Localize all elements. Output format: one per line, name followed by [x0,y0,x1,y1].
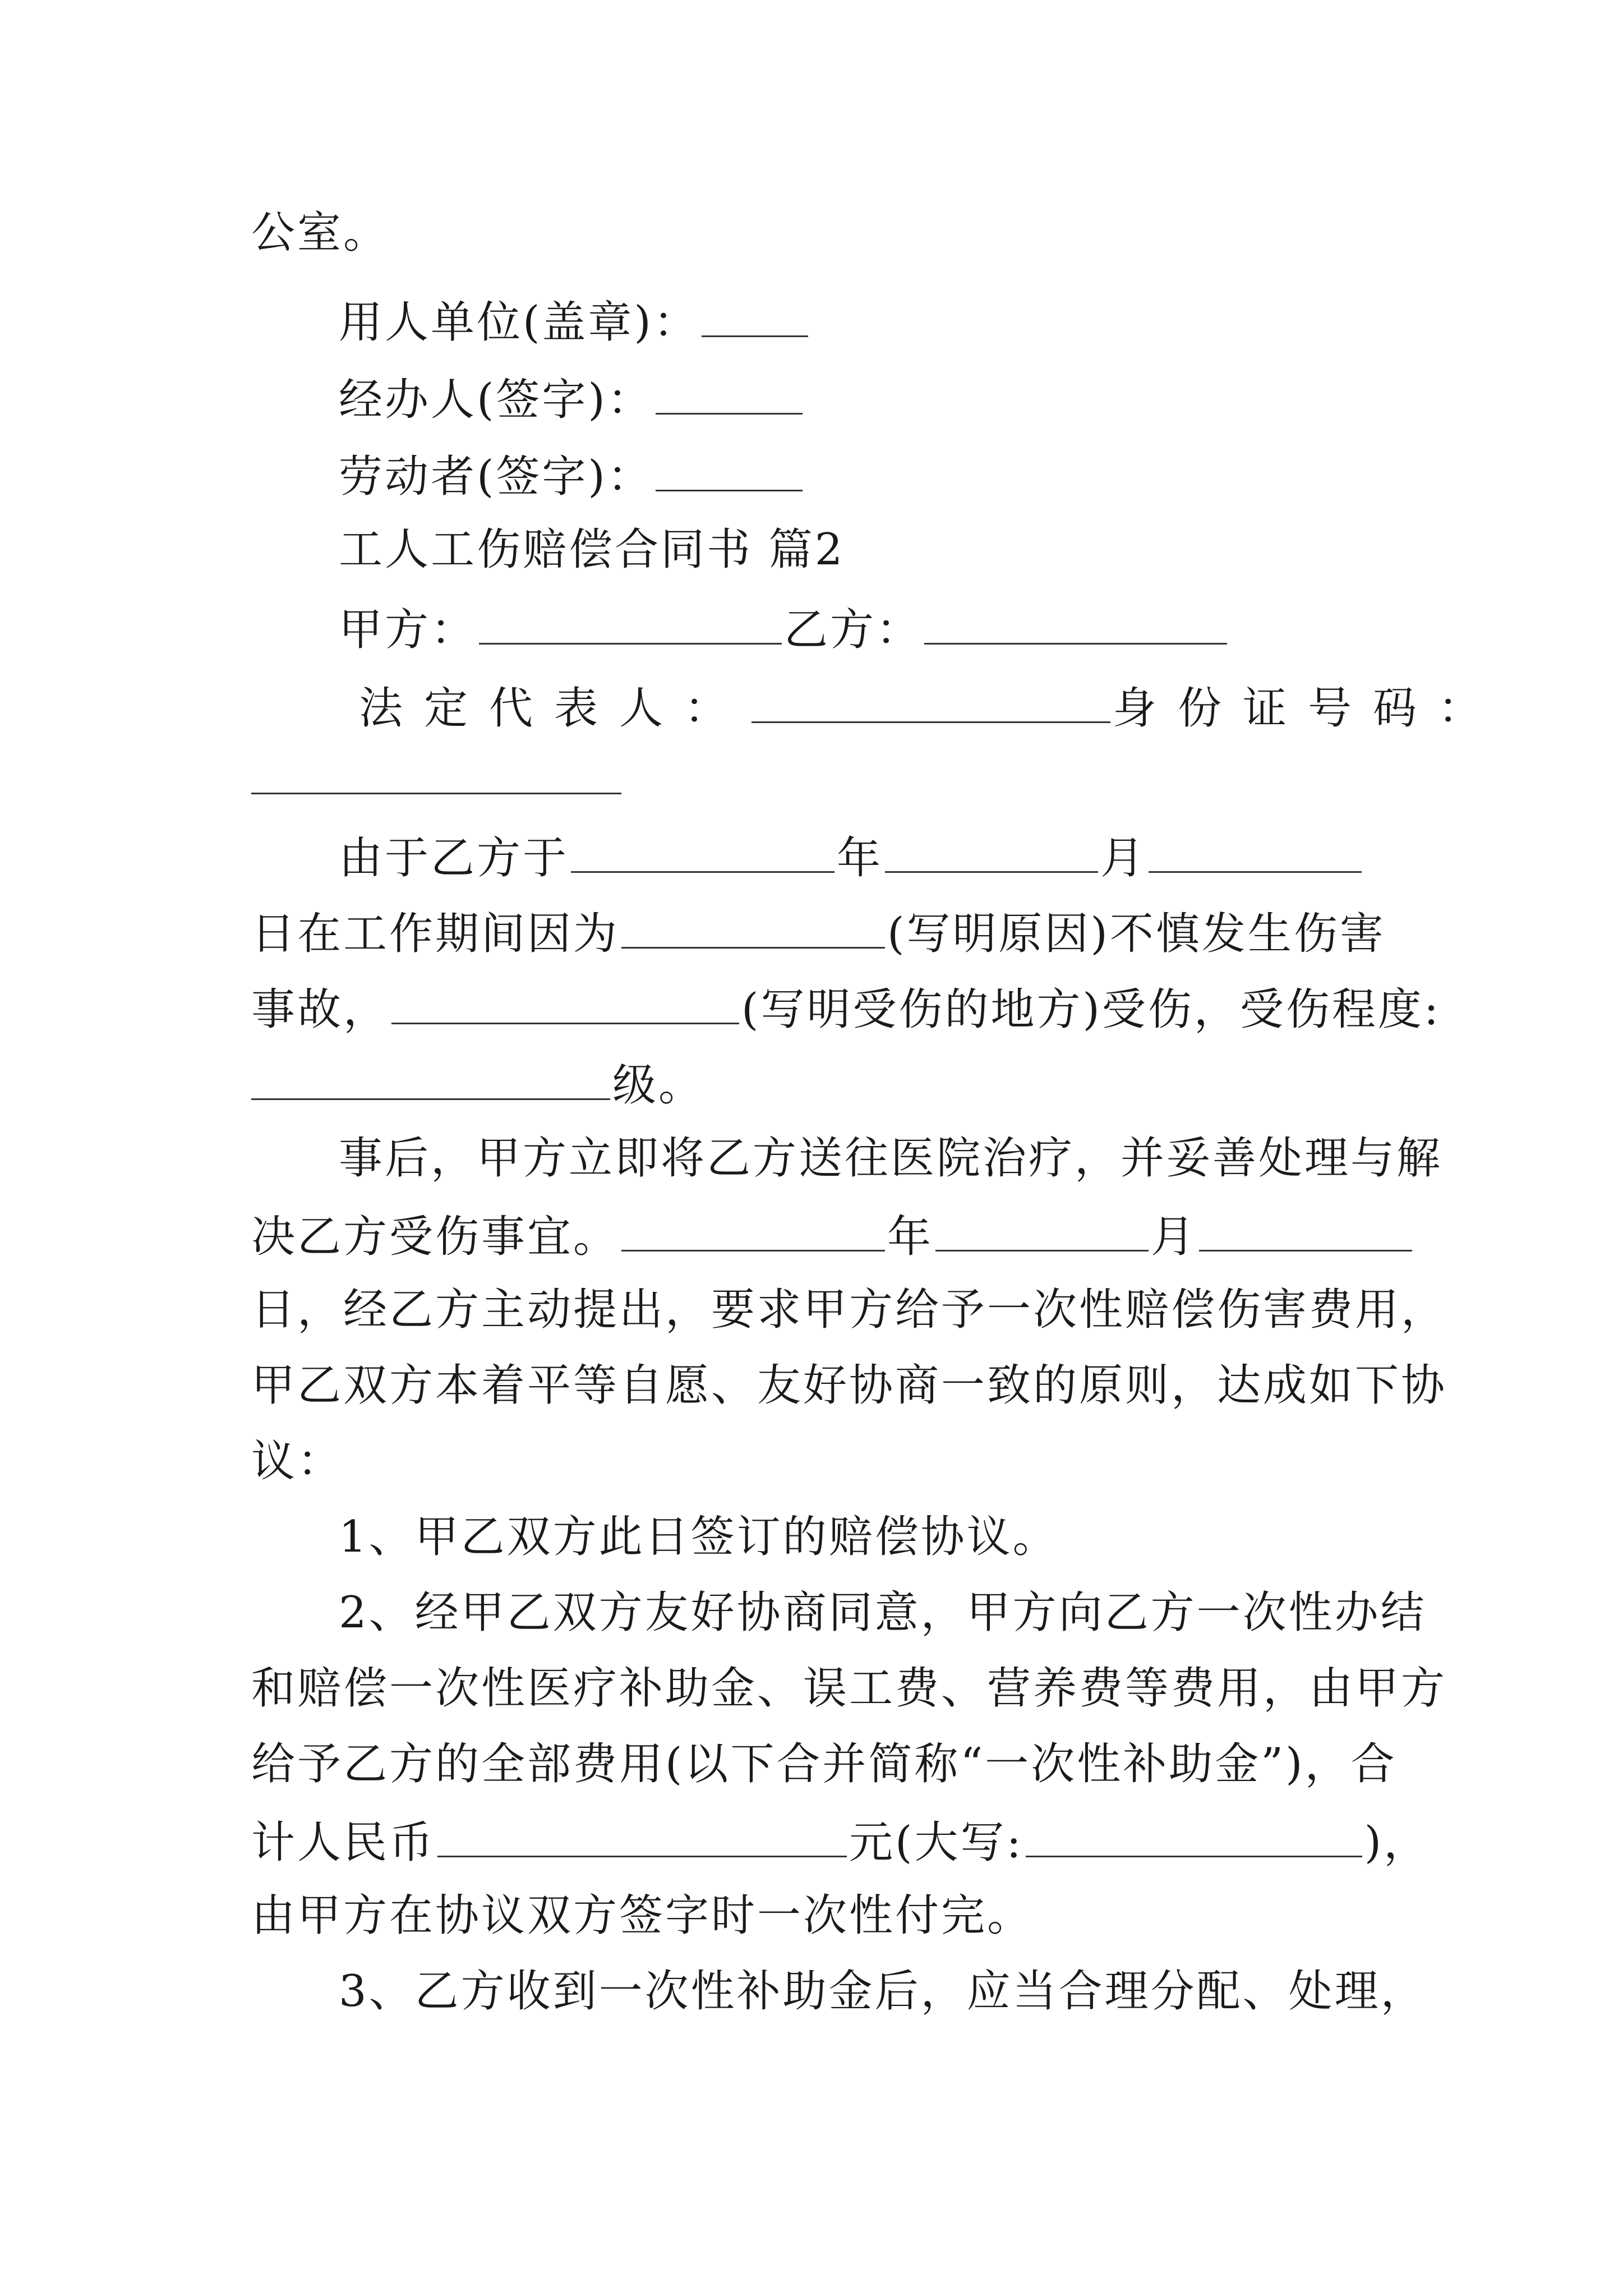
parties-line: 甲方： 乙方： [339,599,1229,655]
worker-signature-blank[interactable] [656,446,803,491]
worker-signature-line: 劳动者(签字)： [339,446,805,502]
aftermath-line-5: 议： [251,1436,344,1487]
legal-rep-line: 法定代表人： 身份证号码： [359,678,1503,734]
clause-2-line-2: 和赔偿一次性医疗补助金、误工费、营养费等费用，由甲方 [251,1663,1447,1714]
clause-2-line-1: 2、经甲乙双方友好协商同意，甲方向乙方一次性办结 [339,1588,1427,1638]
aftermath-line-2: 决乙方受伤事宜。 年 月 [251,1206,1414,1262]
aftermath-line-3: 日，经乙方主动提出，要求甲方给予一次性赔偿伤害费用， [251,1285,1447,1335]
incident-line-1: 由于乙方于 年 月 [339,827,1364,884]
amount-words-blank[interactable] [1026,1812,1362,1857]
handler-signature-line: 经办人(签字)： [339,369,805,425]
clause-1: 1、甲乙双方此日签订的赔偿协议。 [339,1512,1059,1562]
id-number-line [251,752,624,808]
clause-2-line-4: 计人民币 元(大写: )， [251,1812,1430,1868]
legal-rep-blank[interactable] [751,678,1110,723]
party-a-blank[interactable] [479,599,782,645]
party-b-blank[interactable] [924,599,1227,645]
incident-year-blank[interactable] [571,827,834,873]
clause-2-line-3: 给予乙方的全部费用(以下合并简称“一次性补助金”)，合 [251,1739,1397,1789]
incident-line-4: 级。 [251,1055,704,1111]
amount-number-blank[interactable] [437,1812,847,1857]
id-number-blank[interactable] [251,759,621,794]
section-title: 工人工伤赔偿合同书 篇2 [339,524,845,575]
injury-place-blank[interactable] [391,979,739,1024]
injury-level-blank[interactable] [251,1055,610,1100]
incident-day-blank[interactable] [1149,827,1362,873]
incident-line-2: 日在工作期间因为 (写明原因)不慎发生伤害 [251,903,1386,959]
incident-line-3: 事故， (写明受伤的地方)受伤，受伤程度: [251,979,1441,1035]
settlement-month-blank[interactable] [935,1206,1149,1251]
settlement-day-blank[interactable] [1199,1206,1412,1251]
incident-month-blank[interactable] [885,827,1098,873]
settlement-year-blank[interactable] [621,1206,885,1251]
incident-reason-blank[interactable] [621,903,885,949]
clause-3-line-1: 3、乙方收到一次性补助金后，应当合理分配、处理， [339,1966,1427,2017]
aftermath-line-4: 甲乙双方本着平等自愿、友好协商一致的原则，达成如下协 [251,1360,1447,1411]
employer-seal-blank[interactable] [702,292,808,337]
aftermath-line-1: 事后，甲方立即将乙方送往医院治疗，并妥善处理与解 [339,1133,1443,1184]
clause-2-line-5: 由甲方在协议双方签字时一次性付完。 [251,1890,1034,1941]
employer-signature-line: 用人单位(盖章)： [339,292,810,348]
handler-signature-blank[interactable] [656,369,803,415]
continuation-text: 公室。 [251,208,390,258]
